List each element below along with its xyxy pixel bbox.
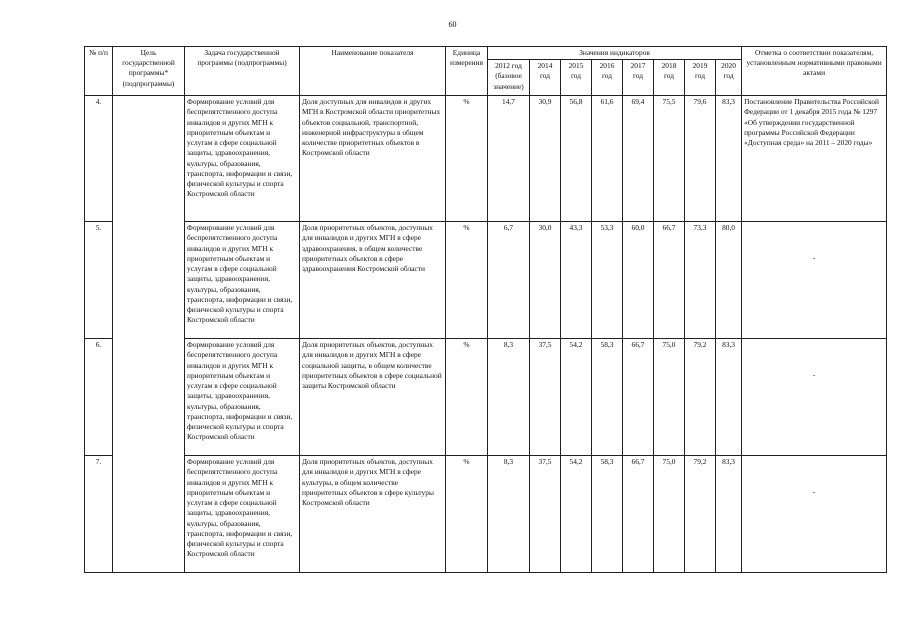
header-year: 2019 год	[685, 60, 716, 96]
value-cell: 69,4	[623, 96, 654, 222]
value-cell: 75,0	[654, 456, 685, 573]
value-cell: 56,8	[561, 96, 592, 222]
mark-cell	[742, 222, 887, 339]
header-year: 2015 год	[561, 60, 592, 96]
mark-cell	[742, 456, 887, 573]
header-goal: Цель государственной программы* (подпрограммы)	[113, 47, 185, 96]
header-year: 2020 год	[716, 60, 742, 96]
header-year: 2018 год	[654, 60, 685, 96]
header-mark: Отметка о соответствии показателям, установленным нормативными правовыми актами	[742, 47, 887, 96]
value-cell: 60,0	[623, 222, 654, 339]
value-cell: 66,7	[623, 456, 654, 573]
value-cell: 37,5	[530, 339, 561, 456]
value-cell: 54,2	[561, 456, 592, 573]
mark-dash: -	[812, 487, 816, 497]
row-num: 6.	[85, 339, 113, 456]
value-cell: 58,3	[592, 339, 623, 456]
value-cell: 79,2	[685, 456, 716, 573]
value-cell: 53,3	[592, 222, 623, 339]
header-year: 2014 год	[530, 60, 561, 96]
value-cell: 43,3	[561, 222, 592, 339]
value-cell: 73,3	[685, 222, 716, 339]
value-cell: 61,6	[592, 96, 623, 222]
table-row	[85, 222, 887, 339]
row-num: 4.	[85, 96, 113, 222]
value-cell: 30,0	[530, 222, 561, 339]
header-num: № п/п	[85, 47, 113, 96]
header-year: 2016 год	[592, 60, 623, 96]
indicator-cell: Доля приоритетных объектов, доступных для инвалидов и других МГН в сфере социальной защиты, в общем количестве приоритетных объектов в сфере социальной защиты Костромской области	[300, 339, 446, 456]
value-cell: 66,7	[623, 339, 654, 456]
indicator-cell: Доля приоритетных объектов, доступных для инвалидов и других МГН в сфере культуры, в общем количестве приоритетных объектов в сфере культуры Костромской области	[300, 456, 446, 573]
header-values-group: Значения индикаторов	[488, 47, 742, 60]
value-cell: 8,3	[488, 456, 530, 573]
header-year: 2012 год (базовое значение)	[488, 60, 530, 96]
unit-cell: %	[446, 96, 488, 222]
header-task: Задача государственной программы (подпрограммы)	[185, 47, 300, 96]
value-cell: 6,7	[488, 222, 530, 339]
mark-cell	[742, 339, 887, 456]
unit-cell: %	[446, 456, 488, 573]
mark-dash: -	[812, 370, 816, 380]
indicator-cell: Доля доступных для инвалидов и других МГН в Костромской области приоритетных объектов социальной, транспортной, инженерной инфраструктуры в общем количестве приоритетных объектов в Костромской области	[300, 96, 446, 222]
task-cell: Формирование условий для беспрепятственного доступа инвалидов и других МГН к приоритетным объектам и услугам в сфере социальной защиты, здравоохранения, культуры, образования, транспорта, информации и связи, физической культуры и спорта Костромской области	[185, 222, 300, 339]
value-cell: 8,3	[488, 339, 530, 456]
goal-cell	[113, 96, 185, 573]
value-cell: 83,3	[716, 456, 742, 573]
value-cell: 79,6	[685, 96, 716, 222]
task-cell: Формирование условий для беспрепятственного доступа инвалидов и других МГН к приоритетным объектам и услугам в сфере социальной защиты, здравоохранения, культуры, образования, транспорта, информации и связи, физической культуры и спорта Костромской области	[185, 456, 300, 573]
indicator-cell: Доля приоритетных объектов, доступных для инвалидов и других МГН в сфере здравоохранения, в общем количестве приоритетных объектов в сфере здравоохранения Костромской области	[300, 222, 446, 339]
header-unit: Единица измерения	[446, 47, 488, 96]
row-num: 7.	[85, 456, 113, 573]
indicators-table	[84, 46, 887, 573]
header-row-1	[85, 47, 887, 60]
value-cell: 14,7	[488, 96, 530, 222]
mark-cell: Постановление Правительства Российской Федерации от 1 декабря 2015 года № 1297 «Об утверждении государственной программы Российской Федерации «Доступная среда» на 2011 – 2020 годы»	[742, 96, 887, 222]
task-cell: Формирование условий для беспрепятственного доступа инвалидов и других МГН к приоритетным объектам и услугам в сфере социальной защиты, здравоохранения, культуры, образования, транспорта, информации и связи, физической культуры и спорта Костромской области	[185, 339, 300, 456]
task-cell: Формирование условий для беспрепятственного доступа инвалидов и других МГН к приоритетным объектам и услугам в сфере социальной защиты, здравоохранения, культуры, образования, транспорта, информации и связи, физической культуры и спорта Костромской области	[185, 96, 300, 222]
value-cell: 58,3	[592, 456, 623, 573]
header-indicator: Наименование показателя	[300, 47, 446, 96]
value-cell: 54,2	[561, 339, 592, 456]
value-cell: 83,3	[716, 339, 742, 456]
unit-cell: %	[446, 222, 488, 339]
table-row	[85, 339, 887, 456]
value-cell: 80,0	[716, 222, 742, 339]
value-cell: 30,9	[530, 96, 561, 222]
value-cell: 66,7	[654, 222, 685, 339]
value-cell: 83,3	[716, 96, 742, 222]
value-cell: 37,5	[530, 456, 561, 573]
table-row	[85, 96, 887, 222]
mark-dash: -	[812, 253, 816, 263]
page-number: 60	[448, 20, 457, 29]
value-cell: 75,0	[654, 339, 685, 456]
value-cell: 79,2	[685, 339, 716, 456]
value-cell: 75,5	[654, 96, 685, 222]
header-year: 2017 год	[623, 60, 654, 96]
unit-cell: %	[446, 339, 488, 456]
row-num: 5.	[85, 222, 113, 339]
table-row	[85, 456, 887, 573]
